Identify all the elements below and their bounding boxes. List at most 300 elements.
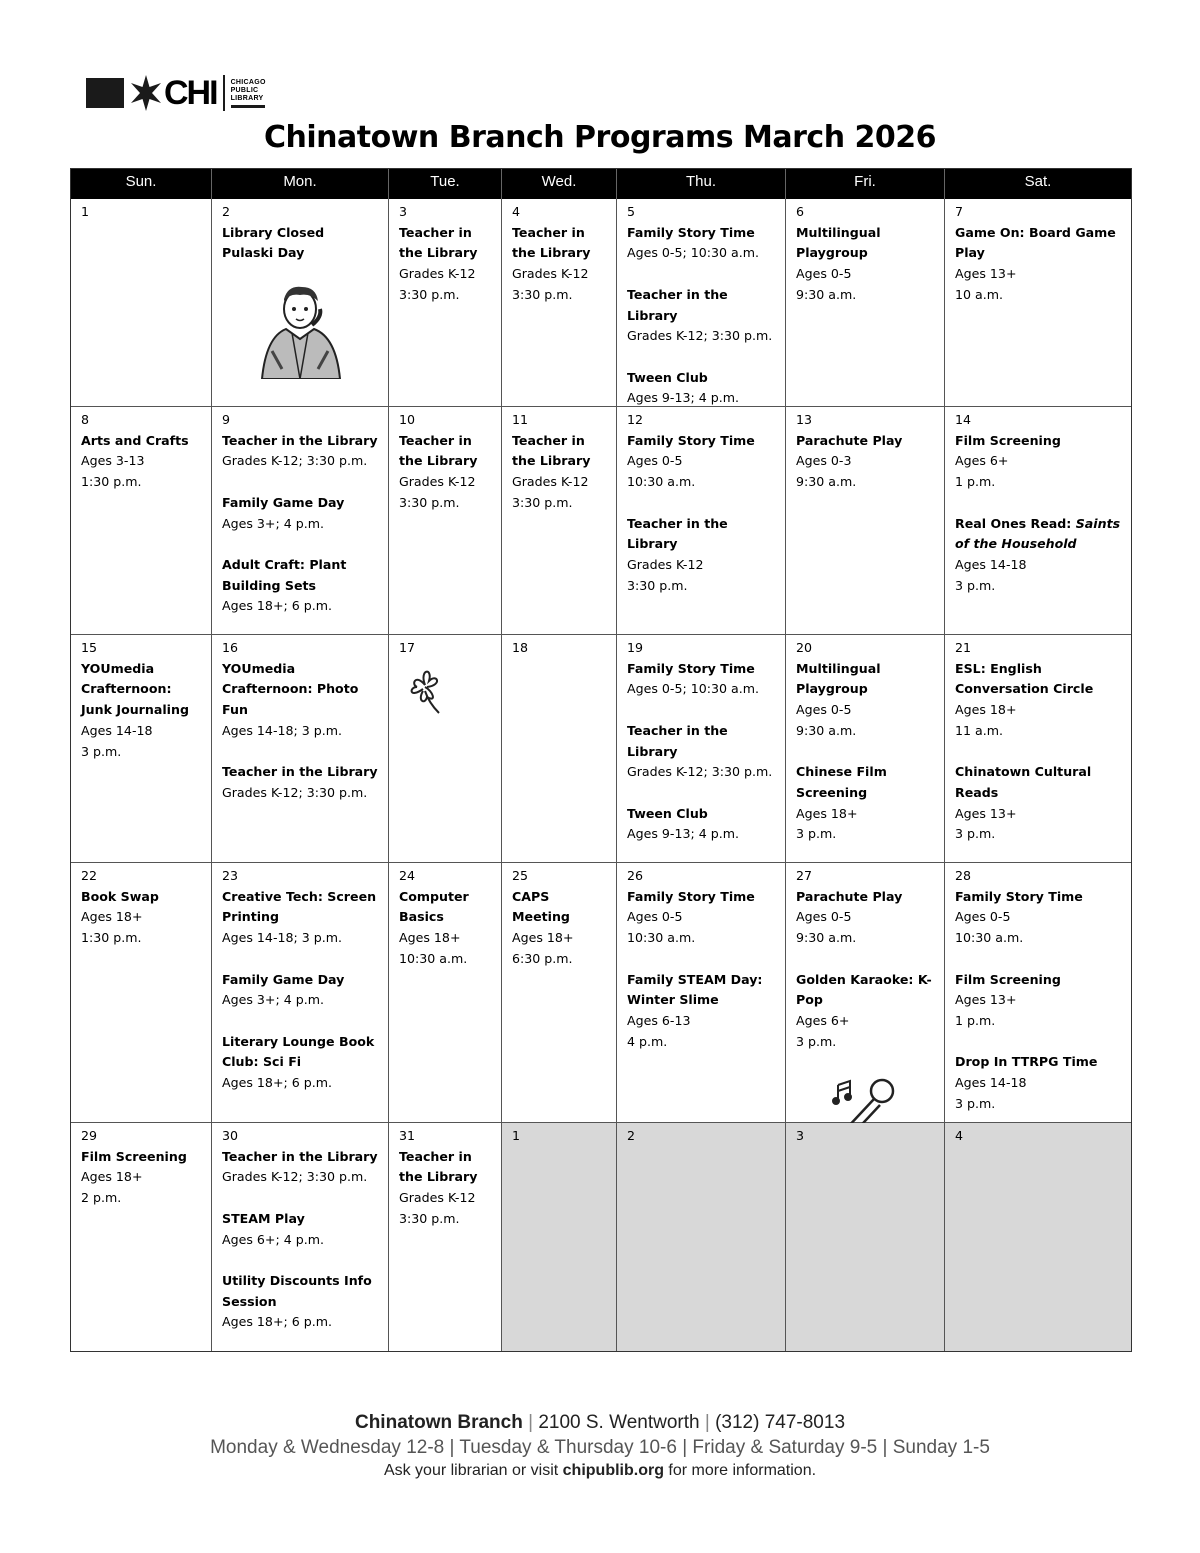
calendar-event[interactable] (627, 804, 779, 845)
event-title (512, 431, 610, 472)
event-detail: 10:30 a.m. (627, 474, 696, 490)
calendar-event[interactable] (955, 970, 1125, 1032)
day-number: 1 (81, 204, 90, 219)
event-title (796, 223, 938, 264)
event-title-text: Family STEAM Day: Winter Slime (627, 971, 763, 1008)
day-number: 24 (399, 868, 416, 883)
event-title (81, 431, 205, 452)
event-detail: 3 p.m. (796, 826, 837, 842)
calendar-day-cell (502, 863, 617, 1123)
day-number: 28 (955, 868, 972, 883)
event-spacer (796, 742, 938, 763)
day-number: 10 (399, 412, 416, 427)
event-detail: Ages 3+; 4 p.m. (222, 992, 325, 1008)
calendar-event[interactable] (222, 223, 382, 244)
calendar-event[interactable] (955, 887, 1125, 949)
event-title-text: Golden Karaoke: K-Pop (796, 971, 932, 1008)
calendar-event[interactable] (955, 1052, 1125, 1114)
event-detail: Ages 14-18 (81, 722, 153, 738)
day-number: 23 (222, 868, 239, 883)
event-title-text: Drop In TTRPG Time (955, 1054, 1098, 1070)
footer-branch-line: Chinatown Branch | 2100 S. Wentworth | (312) 747-8013 (354, 1412, 846, 1433)
calendar-day-cell (212, 1123, 389, 1351)
event-detail: Ages 14-18 (955, 556, 1027, 572)
calendar-event[interactable] (955, 223, 1125, 306)
day-number: 4 (512, 204, 521, 219)
event-detail: 3 p.m. (796, 1033, 837, 1049)
event-title (512, 223, 610, 264)
event-detail: 2 p.m. (81, 1190, 122, 1206)
event-detail: 1:30 p.m. (81, 474, 142, 490)
calendar-day-cell (786, 199, 945, 407)
day-number: 14 (955, 412, 972, 427)
event-title-text: Family Story Time (955, 888, 1083, 904)
event-title (222, 762, 382, 783)
calendar-event[interactable] (627, 970, 779, 1053)
calendar-day-cell (945, 863, 1131, 1123)
event-spacer (222, 1188, 382, 1209)
event-title-text: Computer Basics (399, 888, 469, 925)
calendar-event[interactable] (81, 887, 205, 949)
calendar-event[interactable] (627, 368, 779, 409)
event-title (955, 762, 1125, 803)
event-title (222, 493, 382, 514)
event-title-text: Real Ones Read: (955, 515, 1072, 531)
event-title-text: Literary Lounge Book Club: Sci Fi (222, 1033, 375, 1070)
day-number: 30 (222, 1128, 239, 1143)
event-detail: Ages 3+; 4 p.m. (222, 515, 325, 531)
calendar-event[interactable] (222, 493, 382, 534)
calendar-day-cell (212, 863, 389, 1123)
logo-divider (223, 75, 225, 111)
calendar-event[interactable] (627, 514, 779, 597)
page-title: Chinatown Branch Programs March 2026 (263, 120, 936, 155)
event-title-text: Teacher in the Library (627, 515, 728, 552)
calendar-day-cell (502, 199, 617, 407)
event-title (955, 431, 1125, 452)
event-detail: Ages 18+; 6 p.m. (222, 1075, 333, 1090)
event-detail: 3:30 p.m. (399, 494, 460, 510)
calendar-event[interactable] (955, 431, 1125, 493)
event-detail: Ages 6-13 (627, 1012, 691, 1028)
day-number: 6 (796, 204, 805, 219)
event-title-text: CAPS Meeting (512, 888, 570, 925)
event-title-text: Chinese Film Screening (796, 764, 887, 800)
calendar-day-cell (502, 1123, 617, 1351)
event-spacer (955, 1032, 1125, 1053)
event-title (955, 514, 1125, 555)
footer-branch: Chinatown Branch (354, 1412, 523, 1433)
event-title-text: Teacher in the Library (222, 1148, 378, 1164)
calendar-day-cell (389, 199, 502, 407)
event-title-text: Teacher in the Library (399, 432, 478, 469)
event-title-text: Tween Club (627, 805, 708, 821)
event-title-text: Family Story Time (627, 888, 755, 904)
calendar-event[interactable] (955, 762, 1125, 845)
calendar-event[interactable] (512, 431, 610, 514)
calendar-day-cell (502, 407, 617, 635)
calendar-event[interactable] (222, 970, 382, 1011)
day-number: 22 (81, 868, 98, 883)
event-spacer (627, 949, 779, 970)
calendar-event[interactable] (81, 431, 205, 493)
calendar-event[interactable] (81, 659, 205, 763)
calendar-day-cell (389, 863, 502, 1123)
weekday-header (71, 169, 1131, 199)
event-title-text: Family Game Day (222, 494, 345, 510)
event-detail: Grades K-12; 3:30 p.m. (627, 328, 773, 344)
day-number: 1 (512, 1128, 521, 1143)
calendar-event[interactable] (399, 431, 495, 514)
event-detail: Grades K-12; 3:30 p.m. (222, 784, 368, 800)
event-title-text: Film Screening (955, 432, 1061, 448)
calendar-event[interactable] (399, 887, 495, 970)
event-title (222, 887, 382, 928)
event-title (627, 514, 779, 555)
event-spacer (222, 1250, 382, 1271)
event-spacer (796, 949, 938, 970)
event-detail: 1:30 p.m. (81, 930, 142, 946)
event-detail: Ages 0-3 (796, 453, 852, 469)
calendar-event[interactable] (796, 431, 938, 493)
event-detail: Ages 18+ (796, 805, 858, 821)
event-title (627, 804, 779, 825)
pulaski-portrait-illustration (252, 279, 348, 386)
calendar-event[interactable] (627, 887, 779, 949)
event-detail: Ages 18+ (399, 930, 461, 946)
event-title (399, 431, 495, 472)
event-title (627, 887, 779, 908)
event-title (796, 659, 938, 700)
calendar-event[interactable] (627, 721, 779, 783)
day-number: 2 (222, 204, 231, 219)
event-title-text: Teacher in the Library (222, 432, 378, 448)
calendar-event[interactable] (955, 659, 1125, 742)
event-detail: Grades K-12 (399, 266, 476, 282)
calendar-event[interactable] (222, 1032, 382, 1094)
event-title (222, 1032, 382, 1073)
day-number: 16 (222, 640, 239, 655)
event-title (796, 762, 938, 803)
event-title-text: YOUmedia Crafternoon: Junk Journaling (81, 660, 189, 718)
weekday-header-cell: Fri. (786, 169, 945, 199)
event-title-italic: Saints of the Household (955, 515, 1121, 552)
event-title-text: Teacher in the Library (222, 764, 378, 780)
day-number: 27 (796, 868, 813, 883)
event-detail: Ages 0-5 (796, 909, 852, 925)
logo-subtitle: CHICAGO PUBLIC LIBRARY (231, 79, 266, 108)
event-title (796, 970, 938, 1011)
event-title-text: Family Story Time (627, 432, 755, 448)
event-detail: Ages 14-18; 3 p.m. (222, 722, 343, 738)
event-title (222, 431, 382, 452)
event-detail: Ages 9-13; 4 p.m. (627, 390, 740, 406)
event-title (222, 243, 382, 264)
event-title (627, 285, 779, 326)
footer-link[interactable]: chipublib.org (562, 1462, 664, 1479)
calendar-event[interactable] (222, 762, 382, 803)
event-title-text: Teacher in the Library (399, 224, 478, 261)
day-number: 9 (222, 412, 231, 427)
event-detail: Ages 18+ (81, 909, 143, 925)
event-detail: Ages 13+ (955, 266, 1017, 282)
calendar-day-cell (212, 635, 389, 863)
day-number: 4 (955, 1128, 964, 1143)
calendar-event[interactable] (399, 1147, 495, 1230)
event-title-text: Library Closed (222, 224, 325, 240)
event-detail: Ages 9-13; 4 p.m. (627, 826, 740, 842)
event-title-text: Family Story Time (627, 660, 755, 676)
calendar-event[interactable] (222, 431, 382, 472)
event-spacer (627, 493, 779, 514)
event-title (512, 887, 610, 928)
day-number: 17 (399, 640, 416, 655)
event-title (399, 1147, 495, 1188)
event-detail: 3:30 p.m. (627, 577, 688, 593)
event-title (955, 1052, 1125, 1073)
event-detail: Ages 3-13 (81, 453, 145, 469)
event-spacer (222, 1011, 382, 1032)
event-detail: Ages 0-5 (627, 909, 683, 925)
logo-block (86, 78, 124, 108)
day-number: 3 (796, 1128, 805, 1143)
event-spacer (222, 472, 382, 493)
event-detail: Ages 0-5 (955, 909, 1011, 925)
day-number: 29 (81, 1128, 98, 1143)
event-title (81, 1147, 205, 1168)
day-number: 12 (627, 412, 644, 427)
event-detail: Ages 14-18 (955, 1075, 1027, 1090)
day-number: 20 (796, 640, 813, 655)
event-title-text: YOUmedia Crafternoon: Photo Fun (222, 660, 359, 718)
weekday-header-cell: Wed. (502, 169, 617, 199)
event-detail: 10 a.m. (955, 286, 1004, 302)
event-title-text: Teacher in the Library (512, 432, 591, 469)
day-number: 8 (81, 412, 90, 427)
event-detail: 9:30 a.m. (796, 722, 857, 738)
event-detail: 3:30 p.m. (399, 1210, 460, 1226)
event-detail: Grades K-12 (399, 474, 476, 490)
event-title-text: Chinatown Cultural Reads (955, 764, 1092, 800)
event-detail: Ages 18+ (512, 930, 574, 946)
event-title-text: Teacher in the Library (399, 1148, 478, 1185)
event-detail: Ages 0-5; 10:30 a.m. (627, 245, 760, 261)
event-detail: 3 p.m. (955, 577, 996, 593)
event-detail: 9:30 a.m. (796, 930, 857, 946)
calendar-day-cell (212, 199, 389, 407)
event-detail: Ages 6+; 4 p.m. (222, 1231, 325, 1247)
event-detail: 10:30 a.m. (399, 950, 468, 966)
event-title-text: Teacher in the Library (627, 722, 728, 759)
calendar-event[interactable] (222, 887, 382, 949)
event-title (955, 887, 1125, 908)
weekday-header-cell: Thu. (617, 169, 786, 199)
event-detail: 10:30 a.m. (627, 930, 696, 946)
event-title-text: Family Game Day (222, 971, 345, 987)
calendar-event[interactable] (222, 555, 382, 617)
calendar-event[interactable] (955, 514, 1125, 597)
event-title (222, 970, 382, 991)
event-detail: Ages 0-5 (796, 266, 852, 282)
event-title (627, 970, 779, 1011)
event-detail: Ages 18+; 6 p.m. (222, 1314, 333, 1330)
event-title-text: Tween Club (627, 369, 708, 385)
event-detail: 3:30 p.m. (512, 494, 573, 510)
event-title-text: Film Screening (955, 971, 1061, 987)
event-title-text: Family Story Time (627, 224, 755, 240)
day-number: 25 (512, 868, 529, 883)
event-detail: Grades K-12 (512, 266, 589, 282)
day-number: 21 (955, 640, 972, 655)
event-detail: Grades K-12 (399, 1190, 476, 1206)
event-spacer (627, 700, 779, 721)
calendar-day-cell (212, 407, 389, 635)
event-detail: 9:30 a.m. (796, 474, 857, 490)
event-title (796, 887, 938, 908)
event-detail: Ages 6+ (796, 1012, 850, 1028)
event-detail: 1 p.m. (955, 1012, 996, 1028)
event-spacer (627, 347, 779, 368)
calendar-day-cell (71, 407, 212, 635)
event-title (81, 659, 205, 721)
library-logo (86, 72, 266, 114)
event-spacer (627, 264, 779, 285)
event-spacer (627, 783, 779, 804)
day-number: 3 (399, 204, 408, 219)
calendar-event[interactable] (796, 887, 938, 949)
event-title (955, 970, 1125, 991)
calendar-day-cell (786, 635, 945, 863)
calendar-event[interactable] (81, 1147, 205, 1209)
event-spacer (955, 742, 1125, 763)
event-detail: Grades K-12; 3:30 p.m. (222, 453, 368, 469)
logo-text: CHI (164, 74, 217, 112)
event-title (796, 431, 938, 452)
day-number: 13 (796, 412, 813, 427)
calendar-day-cell (617, 199, 786, 407)
calendar-day-cell (945, 407, 1131, 635)
weekday-header-cell: Tue. (389, 169, 502, 199)
event-detail: 3 p.m. (955, 1095, 996, 1111)
event-title (222, 1209, 382, 1230)
event-title-text: Adult Craft: Plant Building Sets (222, 556, 347, 593)
event-detail: Ages 13+ (955, 992, 1017, 1008)
calendar-event[interactable] (222, 243, 382, 264)
weekday-header-cell: Sat. (1024, 173, 1052, 190)
calendar-day-cell (786, 1123, 945, 1351)
event-detail: Ages 0-5 (796, 702, 852, 718)
event-title (627, 431, 779, 452)
event-detail: 3 p.m. (81, 743, 122, 759)
day-number: 18 (512, 640, 529, 655)
calendar-event[interactable] (512, 223, 610, 306)
event-title-text: Teacher in the Library (512, 224, 591, 261)
calendar-event[interactable] (796, 970, 938, 1053)
calendar-event[interactable] (796, 659, 938, 742)
day-number: 11 (512, 412, 529, 427)
event-spacer (955, 949, 1125, 970)
calendar-event[interactable] (222, 1209, 382, 1250)
day-number: 31 (399, 1128, 416, 1143)
event-detail: 1 p.m. (955, 474, 996, 490)
calendar-event[interactable] (627, 659, 779, 700)
calendar-event[interactable] (627, 285, 779, 347)
footer-address: 2100 S. Wentworth (538, 1412, 700, 1433)
event-title (222, 223, 382, 244)
event-title-text: Teacher in the Library (627, 286, 728, 323)
event-title-text: Multilingual Playgroup (796, 224, 881, 261)
calendar-event[interactable] (222, 1147, 382, 1188)
calendar-grid (70, 168, 1132, 1352)
calendar-event[interactable] (512, 887, 610, 970)
weekday-header-cell: Sun. (71, 169, 212, 199)
calendar-day-cell (389, 635, 502, 863)
event-title (627, 368, 779, 389)
event-detail: Ages 0-5; 10:30 a.m. (627, 681, 760, 697)
event-title-text: Game On: Board Game Play (955, 224, 1116, 261)
event-detail: Ages 18+; 6 p.m. (222, 598, 333, 614)
event-title-text: Book Swap (81, 888, 159, 904)
footer-hours: Monday & Wednesday 12-8 | Tuesday & Thursday 10-6 | Friday & Saturday 9-5 | Sunday 1-5 (210, 1437, 990, 1458)
calendar-event[interactable] (627, 431, 779, 493)
day-number: 5 (627, 204, 636, 219)
event-title-text: Utility Discounts Info Session (222, 1272, 372, 1309)
calendar-event[interactable] (796, 762, 938, 845)
event-detail: Grades K-12 (512, 474, 589, 490)
event-title (222, 1147, 382, 1168)
calendar-event[interactable] (796, 223, 938, 306)
calendar-day-cell (786, 863, 945, 1123)
shamrock-icon (403, 663, 447, 722)
event-detail: 3 p.m. (955, 826, 996, 842)
footer-info: Ask your librarian or visit chipublib.org for more information. (383, 1462, 817, 1479)
calendar-day-cell (71, 635, 212, 863)
calendar-event[interactable] (222, 1271, 382, 1333)
event-title (627, 659, 779, 680)
event-title-text: Pulaski Day (222, 245, 305, 261)
weekday-header-cell: Mon. (212, 169, 389, 199)
calendar-day-cell (502, 635, 617, 863)
calendar-event[interactable] (627, 223, 779, 264)
calendar-day-cell (617, 1123, 786, 1351)
day-number: 26 (627, 868, 644, 883)
event-title (627, 223, 779, 244)
event-detail: Ages 14-18; 3 p.m. (222, 930, 343, 946)
event-detail: Ages 6+ (955, 453, 1009, 469)
calendar-event[interactable] (399, 223, 495, 306)
calendar-event[interactable] (222, 659, 382, 742)
event-title-text: STEAM Play (222, 1210, 305, 1226)
event-detail: Ages 13+ (955, 805, 1017, 821)
event-title-text: ESL: English Conversation Circle (955, 660, 1094, 697)
event-detail: Grades K-12; 3:30 p.m. (627, 764, 773, 780)
event-detail: Ages 18+ (955, 702, 1017, 718)
event-title (222, 659, 382, 721)
calendar-day-cell (71, 863, 212, 1123)
event-spacer (222, 534, 382, 555)
event-detail: 9:30 a.m. (796, 286, 857, 302)
calendar-day-cell (71, 199, 212, 407)
event-detail: 4 p.m. (627, 1033, 668, 1049)
calendar-day-cell (71, 1123, 212, 1351)
event-detail: 3:30 p.m. (512, 286, 573, 302)
event-spacer (955, 493, 1125, 514)
event-detail: Grades K-12; 3:30 p.m. (222, 1169, 368, 1185)
event-title (955, 659, 1125, 700)
event-title (627, 721, 779, 762)
calendar-day-cell (786, 407, 945, 635)
event-title (81, 887, 205, 908)
